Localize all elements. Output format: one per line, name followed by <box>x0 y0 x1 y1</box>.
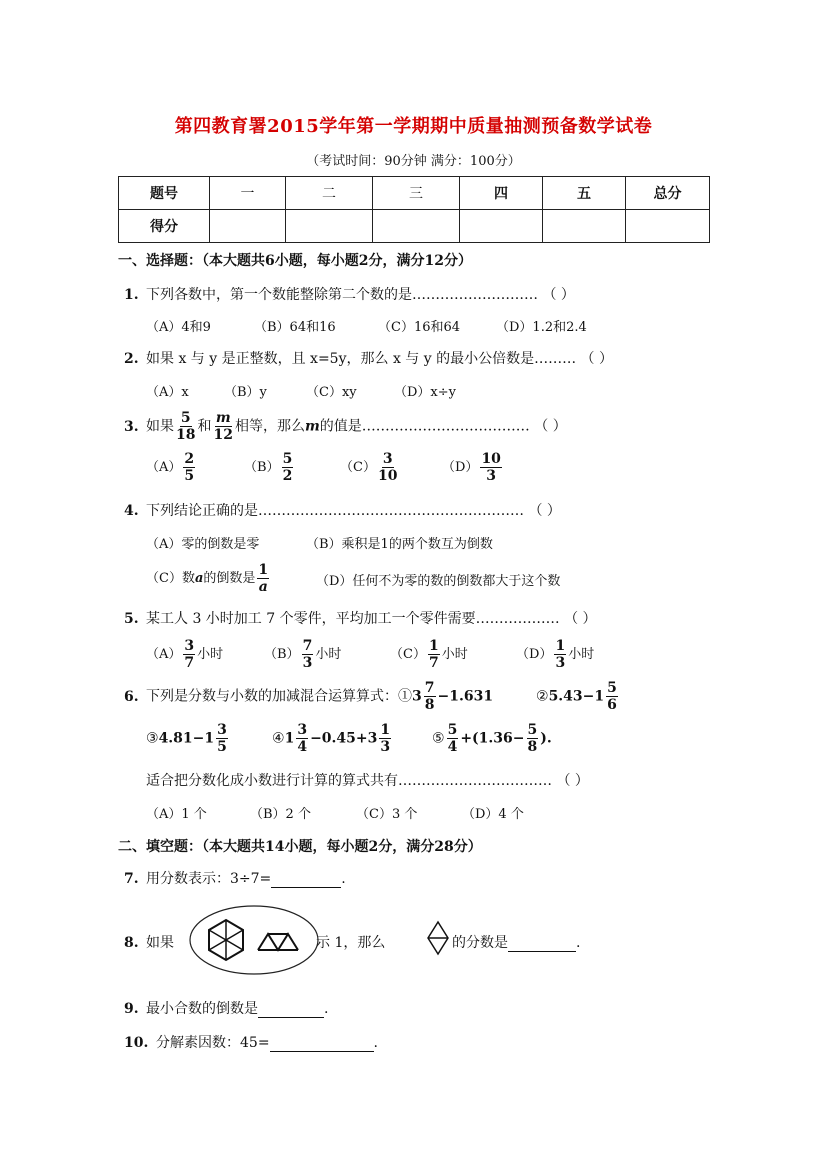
option[interactable]: （C）数a的倒数是 $\frac{1}{a}$ <box>146 562 269 595</box>
variable: m <box>304 418 320 435</box>
question-number: 5. <box>124 611 139 627</box>
option[interactable]: （B） $\frac{5}{2}$ <box>244 451 293 484</box>
question-text: 的值是……………………………… （ ） <box>319 418 567 435</box>
question-text: 分解素因数：45= <box>156 1035 270 1051</box>
score-cell: 五 <box>543 177 626 210</box>
option[interactable]: （D）任何不为零的数的倒数都大于这个数 <box>316 574 561 589</box>
question-text: 如果 <box>146 935 174 951</box>
option[interactable]: （C） $\frac{3}{10}$ <box>340 451 398 484</box>
question-text: 相等，那么 <box>234 418 305 435</box>
score-cell: 得分 <box>119 210 210 243</box>
question-number: 3. <box>124 418 139 435</box>
option[interactable]: （D） $\frac{10}{3}$ <box>442 451 501 484</box>
score-input-cell[interactable] <box>210 210 286 243</box>
question-9: 9. 最小合数的倒数是 . <box>124 1001 329 1017</box>
question-text: 用分数表示：3÷7= <box>146 871 272 887</box>
option[interactable]: （B） $\frac{7}{3}$ 小时 <box>264 638 342 671</box>
option[interactable]: （D）4 个 <box>462 807 524 822</box>
option[interactable]: （C）xy <box>306 385 357 400</box>
score-input-cell[interactable] <box>373 210 460 243</box>
option[interactable]: （C）3 个 <box>356 807 418 822</box>
option[interactable]: （A） $\frac{2}{5}$ <box>146 451 195 484</box>
page-title: 第四教育署2015学年第一学期期中质量抽测预备数学试卷 <box>174 116 653 137</box>
question-6: 6. 下列是分数与小数的加减混合运算算式：①3 $\frac{7}{8}$ −1.631 <box>124 680 494 713</box>
question-text: 下列各数中，第一个数能整除第二个数的是……………………… （ ） <box>146 287 575 303</box>
option[interactable]: （B）64和16 <box>254 320 336 335</box>
rhombus-figure <box>424 920 452 956</box>
question-number: 2. <box>124 351 139 367</box>
expression-3: ③4.81−1 $\frac{3}{5}$ <box>146 722 227 755</box>
score-table-score-row <box>119 210 710 243</box>
expression-2: ②5.43−1 $\frac{5}{6}$ <box>536 680 617 713</box>
score-cell: 一 <box>210 177 286 210</box>
score-input-cell[interactable] <box>286 210 373 243</box>
option[interactable]: （D）x÷y <box>394 385 456 400</box>
answer-blank[interactable] <box>508 935 576 952</box>
score-table <box>118 176 710 243</box>
fraction: $\frac{m}{12}$ <box>213 410 233 443</box>
question-text: 示 1，那么 <box>316 935 386 951</box>
exam-info: （考试时间：90分钟 满分：100分） <box>306 154 521 169</box>
score-input-cell[interactable] <box>460 210 543 243</box>
option[interactable]: （C） $\frac{1}{7}$ 小时 <box>390 638 468 671</box>
question-text: 如果 x 与 y 是正整数，且 x=5y，那么 x 与 y 的最小公倍数是……… （ ） <box>146 351 614 367</box>
option[interactable]: （A）x <box>146 385 189 400</box>
score-input-cell[interactable] <box>626 210 710 243</box>
question-1 <box>124 284 575 304</box>
option[interactable]: （A）4和9 <box>146 320 211 335</box>
hexagon-and-triangles-figure <box>188 904 320 976</box>
question-8-tail: 的分数是 . <box>452 935 581 951</box>
question-text: 和 <box>197 418 212 435</box>
question-text: 适合把分数化成小数进行计算的算式共有…………………………… （ ） <box>146 773 589 789</box>
question-text: 如果 <box>146 418 174 435</box>
question-number: 9. <box>124 1001 139 1017</box>
option[interactable]: （B）y <box>224 385 267 400</box>
question-2 <box>124 348 613 368</box>
answer-blank[interactable] <box>258 1001 324 1018</box>
question-7: 7. 用分数表示：3÷7= . <box>124 871 346 887</box>
option[interactable]: （D）1.2和2.4 <box>496 320 587 335</box>
score-cell: 总分 <box>626 177 710 210</box>
section-title: 二、填空题：（本大题共14小题，每小题2分，满分28分） <box>118 839 482 855</box>
question-number: 10. <box>124 1035 149 1051</box>
question-text: 某工人 3 小时加工 7 个零件，平均加工一个零件需要……………… （ ） <box>146 611 597 627</box>
option[interactable]: （A） $\frac{3}{7}$ 小时 <box>146 638 224 671</box>
score-input-cell[interactable] <box>543 210 626 243</box>
question-3 <box>124 410 567 443</box>
fraction: $\frac{5}{18}$ <box>176 410 196 443</box>
question-number: 6. <box>124 688 139 705</box>
score-cell: 二 <box>286 177 373 210</box>
question-10: 10. 分解素因数：45= . <box>124 1035 378 1051</box>
option[interactable]: （A）零的倒数是零 <box>146 537 260 552</box>
answer-blank[interactable] <box>271 871 341 888</box>
question-number: 7. <box>124 871 139 887</box>
score-table-header-row <box>119 177 710 210</box>
section-title: 一、选择题：（本大题共6小题，每小题2分，满分12分） <box>118 253 472 269</box>
option[interactable]: （B）2 个 <box>250 807 311 822</box>
question-8 <box>124 932 174 952</box>
question-4 <box>124 500 561 520</box>
question-text: 下列结论正确的是………………………………………………… （ ） <box>146 503 561 519</box>
score-cell: 题号 <box>119 177 210 210</box>
question-number: 1. <box>124 287 139 303</box>
question-text: 最小合数的倒数是 <box>146 1001 258 1017</box>
question-number: 8. <box>124 935 139 951</box>
option[interactable]: （C）16和64 <box>378 320 461 335</box>
option[interactable]: （D） $\frac{1}{3}$ 小时 <box>516 638 595 671</box>
question-number: 4. <box>124 503 139 519</box>
score-cell: 四 <box>460 177 543 210</box>
question-text: 的分数是 <box>452 935 508 951</box>
question-5 <box>124 608 597 628</box>
option[interactable]: （A）1 个 <box>146 807 207 822</box>
option[interactable]: （B）乘积是1的两个数互为倒数 <box>306 537 493 552</box>
score-cell: 三 <box>373 177 460 210</box>
answer-blank[interactable] <box>270 1035 374 1052</box>
question-text: 下列是分数与小数的加减混合运算算式：① <box>146 688 412 705</box>
expression-4: ④1 $\frac{3}{4}$ −0.45+3 $\frac{1}{3}$ <box>272 722 391 755</box>
expression-5: ⑤ $\frac{5}{4}$ +(1.36− $\frac{5}{8}$ ). <box>432 722 552 755</box>
